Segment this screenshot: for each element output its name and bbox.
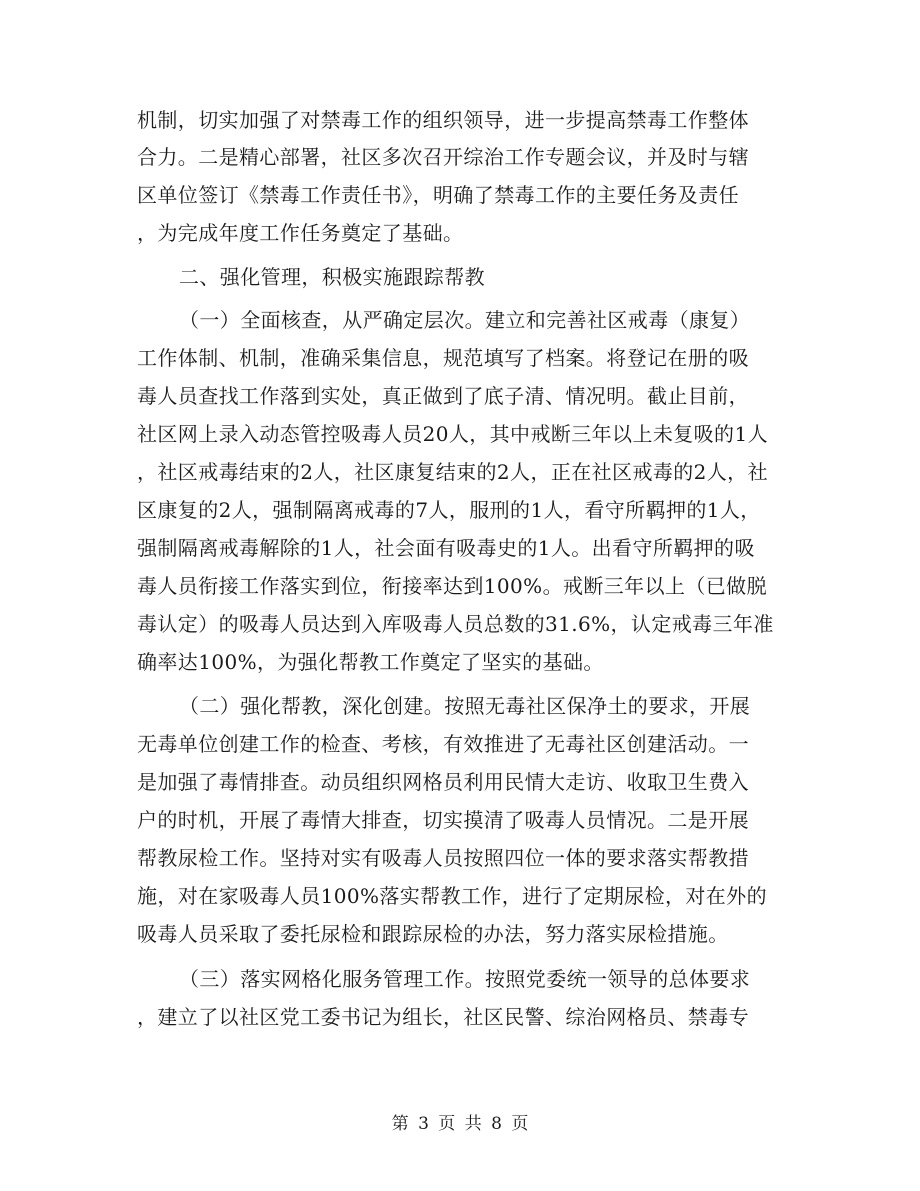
text-line: 施，对在家吸毒人员100%落实帮教工作，进行了定期尿检，对在外的 [137,884,767,908]
text-line: （一）全面核查，从严确定层次。建立和完善社区戒毒（康复） [179,308,751,332]
footer-gong: 共 [464,1114,482,1134]
footer-ye-end: 页 [511,1114,529,1134]
text-line: 合力。二是精心部署，社区多次召开综治工作专题会议，并及时与辖 [137,145,749,169]
page-footer [0,1112,920,1136]
text-line: 帮教尿检工作。坚持对实有吸毒人员按照四位一体的要求落实帮教措 [137,846,749,870]
text-line: 工作体制、机制，准确采集信息，规范填写了档案。将登记在册的吸 [137,346,749,370]
footer-page-number: 3 [418,1114,429,1134]
footer-ye: 页 [438,1114,456,1134]
text-line: 区康复的2人，强制隔离戒毒的7人，服刑的1人，看守所羁押的1人， [137,498,761,522]
text-line: 吸毒人员采取了委托尿检和跟踪尿检的办法，努力落实尿检措施。 [137,922,729,946]
text-line: 确率达100%，为强化帮教工作奠定了坚实的基础。 [137,650,604,674]
text-line: 毒认定）的吸毒人员达到入库吸毒人员总数的31.6%，认定戒毒三年准 [137,612,774,636]
footer-di: 第 [391,1114,409,1134]
section-heading: 二、强化管理，积极实施跟踪帮教 [179,265,485,289]
text-line: （二）强化帮教，深化创建。按照无毒社区保净土的要求，开展 [179,694,751,718]
text-line: 机制，切实加强了对禁毒工作的组织领导，进一步提高禁毒工作整体 [137,108,749,132]
text-line: 无毒单位创建工作的检查、考核，有效推进了无毒社区创建活动。一 [137,732,749,756]
text-line: （三）落实网格化服务管理工作。按照党委统一领导的总体要求 [179,967,751,991]
footer-total-pages: 8 [491,1114,502,1134]
text-line: 毒人员查找工作落到实处，真正做到了底子清、情况明。截止目前， [137,384,749,408]
text-line: ，建立了以社区党工委书记为组长，社区民警、综治网格员、禁毒专 [137,1005,749,1029]
text-line: 区单位签订《禁毒工作责任书》，明确了禁毒工作的主要任务及责任 [137,183,739,207]
text-line: ，社区戒毒结束的2人，社区康复结束的2人，正在社区戒毒的2人，社 [137,460,768,484]
text-line: 毒人员衔接工作落实到位，衔接率达到100%。戒断三年以上（已做脱 [137,574,767,598]
text-line: 是加强了毒情排查。动员组织网格员利用民情大走访、收取卫生费入 [137,770,749,794]
text-line: 户的时机，开展了毒情大排查，切实摸清了吸毒人员情况。二是开展 [137,808,749,832]
text-line: ，为完成年度工作任务奠定了基础。 [137,221,464,245]
text-line: 社区网上录入动态管控吸毒人员20人，其中戒断三年以上未复吸的1人 [137,422,768,446]
text-line: 强制隔离戒毒解除的1人，社会面有吸毒史的1人。出看守所羁押的吸 [137,536,755,560]
